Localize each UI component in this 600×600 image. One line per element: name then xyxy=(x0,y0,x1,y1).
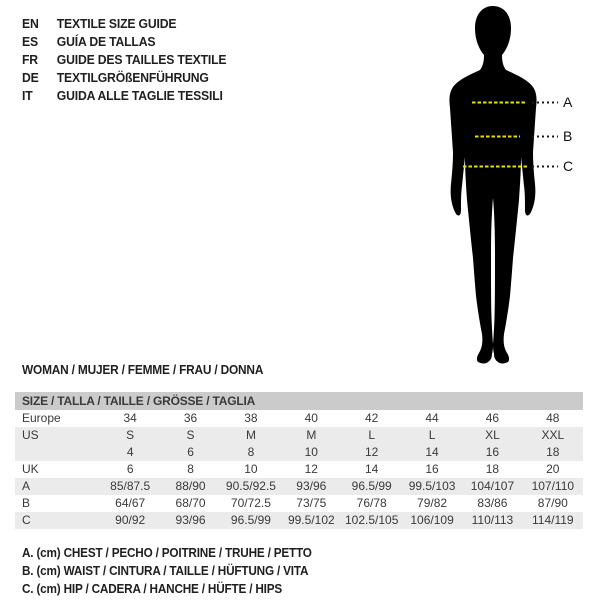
row-label-cell: C xyxy=(22,513,31,527)
table-cell: 8 xyxy=(247,445,255,459)
table-cell: 96.5/99 xyxy=(230,513,271,527)
table-cell: L xyxy=(428,428,436,442)
table-cell: 38 xyxy=(244,411,258,425)
table-cell: 68/70 xyxy=(175,496,206,510)
table-cell: 64/67 xyxy=(115,496,146,510)
table-cell: 46 xyxy=(485,411,500,425)
language-legend xyxy=(22,15,226,105)
language-code: FR xyxy=(22,52,38,67)
table-cell: 79/82 xyxy=(417,496,448,510)
table-cell: 85/87.5 xyxy=(110,479,151,493)
table-cell: 76/78 xyxy=(356,496,387,510)
table-cell: 70/72.5 xyxy=(230,496,271,510)
table-cell: 48 xyxy=(546,411,560,425)
language-row xyxy=(22,87,226,105)
size-table xyxy=(15,392,583,529)
row-label-cell: UK xyxy=(22,462,39,476)
legend-line: C. (cm) HIP / CADERA / HANCHE / HÜFTE / HIPS xyxy=(22,582,283,596)
table-cell: 114/119 xyxy=(532,513,574,527)
size-table-body xyxy=(15,410,583,529)
language-row xyxy=(22,33,226,51)
row-label-cell: Europe xyxy=(22,411,61,425)
language-row xyxy=(22,69,226,87)
table-cell: 6 xyxy=(187,445,194,459)
table-row xyxy=(15,512,583,529)
legend-line: B. (cm) WAIST / CINTURA / TAILLE / HÜFTUNG / VITA xyxy=(22,564,309,578)
table-cell: 12 xyxy=(365,445,379,459)
table-cell: 42 xyxy=(365,411,379,425)
measure-legend xyxy=(22,544,312,598)
table-cell: 87/90 xyxy=(537,496,568,510)
language-row xyxy=(22,15,226,33)
row-label-cell: B xyxy=(22,496,31,510)
table-cell: 88/90 xyxy=(175,479,206,493)
marker-label-chest: A xyxy=(563,94,573,110)
table-cell: 104/107 xyxy=(470,479,515,493)
legend-line: A. (cm) CHEST / PECHO / POITRINE / TRUHE / PETTO xyxy=(22,546,312,560)
table-cell: 99.5/102 xyxy=(287,513,335,527)
table-cell: 90/92 xyxy=(115,513,146,527)
table-row xyxy=(15,410,583,427)
language-title: TEXTILE SIZE GUIDE xyxy=(56,16,177,31)
table-cell: 34 xyxy=(123,411,137,425)
table-cell: M xyxy=(306,428,317,442)
marker-label-hip: C xyxy=(563,158,574,174)
table-cell: 16 xyxy=(425,462,439,476)
row-label-cell xyxy=(15,444,100,461)
table-cell: 110/113 xyxy=(471,513,514,527)
row-label-cell: US xyxy=(22,428,39,442)
table-cell: 106/109 xyxy=(410,513,454,527)
table-cell: XL xyxy=(485,428,500,442)
language-code: ES xyxy=(22,34,38,49)
table-group-title: WOMAN / MUJER / FEMME / FRAU / DONNA xyxy=(22,363,264,377)
table-cell: S xyxy=(126,428,135,442)
table-row xyxy=(15,427,583,444)
table-cell: 36 xyxy=(183,411,198,425)
table-cell: 93/96 xyxy=(296,479,327,493)
table-cell: 12 xyxy=(304,462,318,476)
table-cell: 16 xyxy=(485,445,500,459)
size-table-header: SIZE / TALLA / TAILLE / GRÖSSE / TAGLIA xyxy=(15,392,583,410)
figure-area xyxy=(431,0,600,380)
table-row xyxy=(15,461,583,478)
table-row xyxy=(15,444,583,461)
table-cell: 20 xyxy=(546,462,560,476)
table-cell: XXL xyxy=(541,428,565,442)
table-cell: M xyxy=(245,428,256,442)
language-title: GUÍA DE TALLAS xyxy=(56,34,156,49)
table-cell: 14 xyxy=(365,462,379,476)
table-cell: 107/110 xyxy=(531,479,575,493)
language-title: GUIDE DES TAILLES TEXTILE xyxy=(56,52,227,67)
table-cell: 18 xyxy=(546,445,560,459)
table-cell: 8 xyxy=(187,462,194,476)
table-cell: 96.5/99 xyxy=(351,479,392,493)
language-title: GUIDA ALLE TAGLIE TESSILI xyxy=(56,88,223,103)
woman-body-shape xyxy=(449,6,536,364)
language-code: IT xyxy=(22,88,33,103)
table-cell: 4 xyxy=(126,445,134,459)
table-cell: 102.5/105 xyxy=(344,513,399,527)
table-cell: 83/86 xyxy=(477,496,508,510)
table-cell: 10 xyxy=(304,445,318,459)
woman-silhouette xyxy=(431,0,600,380)
table-cell: 90.5/92.5 xyxy=(225,479,276,493)
table-cell: 44 xyxy=(425,411,439,425)
marker-label-waist: B xyxy=(563,128,573,144)
table-cell: 14 xyxy=(425,445,439,459)
table-cell: 6 xyxy=(126,462,134,476)
table-cell: 10 xyxy=(244,462,258,476)
table-row xyxy=(15,495,583,512)
table-row xyxy=(15,478,583,495)
table-cell: L xyxy=(368,428,376,442)
table-cell: 93/96 xyxy=(175,513,206,527)
language-code: DE xyxy=(22,70,39,85)
language-code: EN xyxy=(22,16,39,31)
language-title: TEXTILGRÖßENFÜHRUNG xyxy=(56,70,209,85)
table-cell: 18 xyxy=(485,462,500,476)
table-cell: 99.5/103 xyxy=(408,479,456,493)
table-cell: S xyxy=(186,428,195,442)
row-label-cell: A xyxy=(22,479,31,493)
table-cell: 40 xyxy=(304,411,318,425)
language-row xyxy=(22,51,226,69)
table-cell: 73/75 xyxy=(296,496,327,510)
